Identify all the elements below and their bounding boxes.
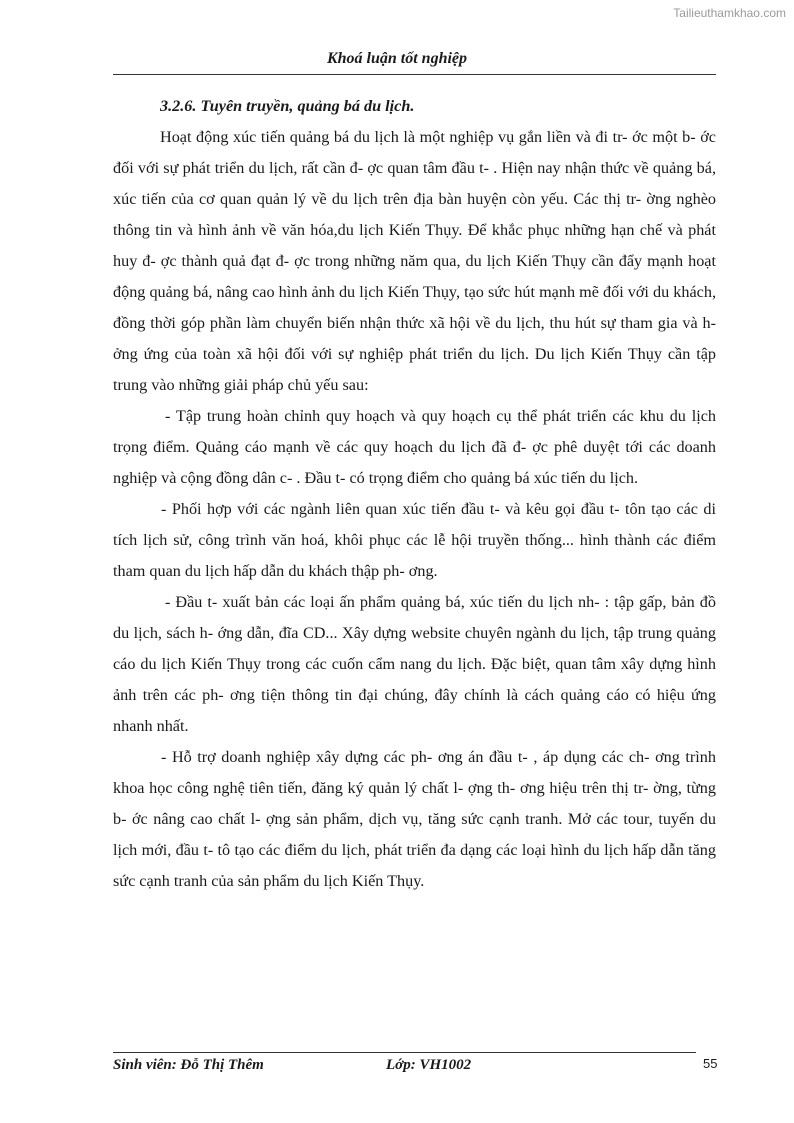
page-body (113, 91, 716, 897)
page-header-title: Khoá luận tốt nghiệp (326, 50, 468, 67)
page-number: 55 (703, 1056, 718, 1071)
section-title: 3.2.6. Tuyên truyền, quảng bá du lịch. (160, 97, 415, 115)
bullet-paragraph-business-support: - Hỗ trợ doanh nghiệp xây dựng các ph- ơng án đầu t- , áp dụng các ch- ơng trình khoa học công nghệ tiên tiến, đăng ký quản lý chất l- ợng th- ơng hiệu trên thị tr- ờng, từng b- ớc nâng cao chất l- ợng sản phẩm, dịch vụ, tăng sức cạnh tranh. Mở các tour, tuyến du lịch mới, đầu t- tô tạo các điểm du lịch, phát triển đa dạng các loại hình du lịch hấp dẫn tăng sức cạnh tranh của sản phẩm du lịch Kiến Thụy. (113, 748, 716, 890)
watermark-text: Tailieuthamkhao.com (673, 6, 786, 20)
footer-divider (113, 1052, 696, 1053)
footer-student-name: Sinh viên: Đỗ Thị Thêm (113, 1057, 264, 1073)
intro-paragraph: Hoạt động xúc tiến quảng bá du lịch là một nghiệp vụ gắn liền và đi tr- ớc một b- ớc đối với sự phát triển du lịch, rất cần đ- ợc quan tâm đầu t- . Hiện nay nhận thức về quảng bá, xúc tiến của cơ quan quản lý về du lịch trên địa bàn huyện còn yếu. Các thị tr- ờng nghèo thông tin và hình ảnh về văn hóa,du lịch Kiến Thụy. Để khắc phục những hạn chế và phát huy đ- ợc thành quả đạt đ- ợc trong những năm qua, du lịch Kiến Thụy cần đẩy mạnh hoạt động quảng bá, nâng cao hình ảnh du lịch Kiến Thụy, tạo sức hút mạnh mẽ đối với du khách, đồng thời góp phần làm chuyển biến nhận thức xã hội về du lịch, thu hút sự tham gia và h- ởng ứng của toàn xã hội đối với sự nghiệp phát triển du lịch. Du lịch Kiến Thụy cần tập trung vào những giải pháp chủ yếu sau: (113, 128, 716, 394)
header-divider (113, 74, 716, 75)
footer-class-name: Lớp: VH1002 (386, 1057, 472, 1073)
bullet-paragraph-investment: - Phối hợp với các ngành liên quan xúc tiến đầu t- và kêu gọi đầu t- tôn tạo các di tích lịch sử, công trình văn hoá, khôi phục các lễ hội truyền thống... hình thành các điểm tham quan du lịch hấp dẫn du khách thập ph- ơng. (113, 500, 716, 580)
bullet-paragraph-planning: - Tập trung hoàn chỉnh quy hoạch và quy hoạch cụ thể phát triển các khu du lịch trọng điểm. Quảng cáo mạnh về các quy hoạch du lịch đã đ- ợc phê duyệt tới các doanh nghiệp và cộng đồng dân c- . Đầu t- có trọng điểm cho quảng bá xúc tiến du lịch. (113, 407, 716, 487)
bullet-paragraph-publications: - Đầu t- xuất bản các loại ấn phẩm quảng bá, xúc tiến du lịch nh- : tập gấp, bản đồ du lịch, sách h- ớng dẫn, đĩa CD... Xây dựng website chuyên ngành du lịch, tập trung quảng cáo du lịch Kiến Thụy trong các cuốn cẩm nang du lịch. Đặc biệt, quan tâm xây dựng hình ảnh trên các ph- ơng tiện thông tin đại chúng, đây chính là cách quảng cáo có hiệu ứng nhanh nhất. (113, 593, 716, 735)
